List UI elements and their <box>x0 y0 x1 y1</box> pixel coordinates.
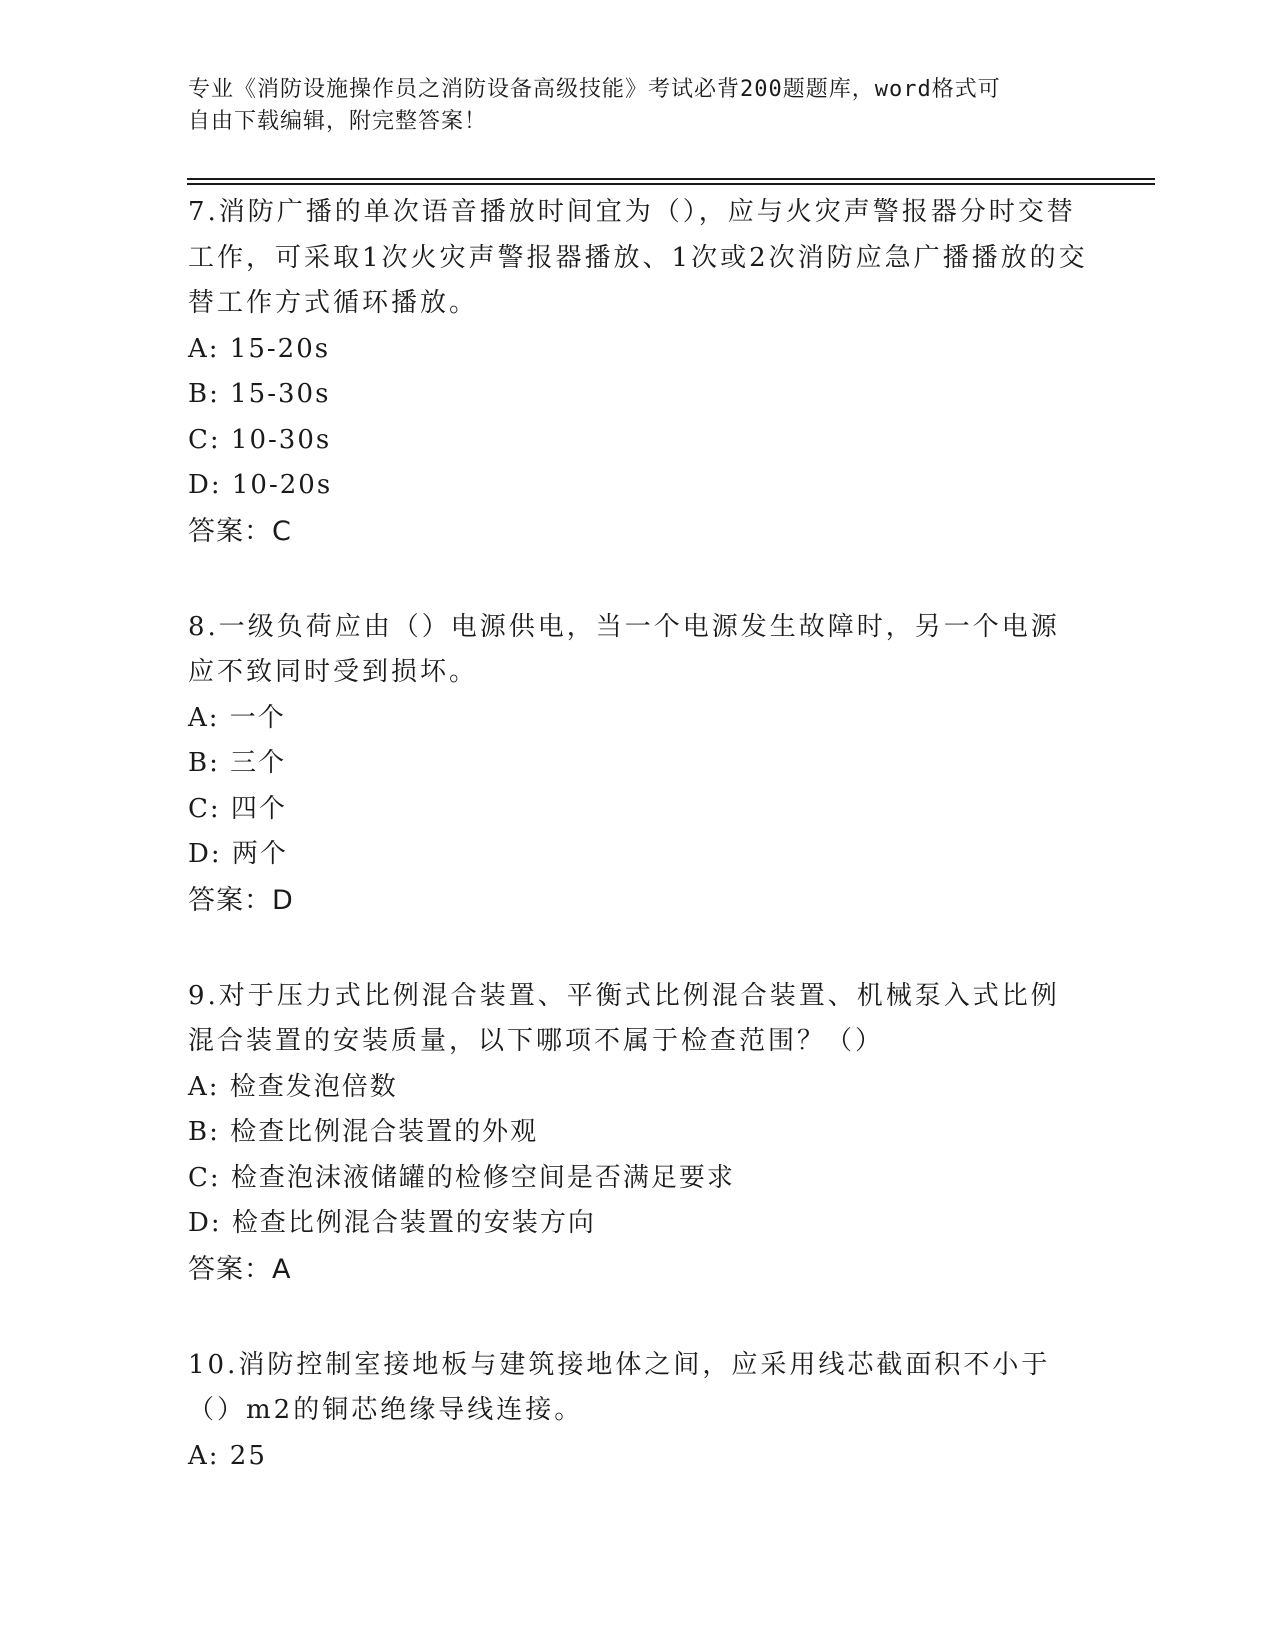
question-10 <box>188 1343 1088 1480</box>
option-b: B: 三个 <box>188 748 287 778</box>
header-line-1: 专业《消防设施操作员之消防设备高级技能》考试必背200题题库，word格式可 <box>188 77 1001 102</box>
option-d: D: 两个 <box>188 839 288 869</box>
header-line-2: 自由下载编辑，附完整答案！ <box>188 109 488 134</box>
option-b: B: 检查比例混合装置的外观 <box>188 1117 539 1147</box>
question-stem: 10.消防控制室接地板与建筑接地体之间，应采用线芯截面积不小于（）m2的铜芯绝缘导线连接。 <box>188 1349 1051 1425</box>
answer: 答案：D <box>188 884 294 916</box>
question-stem: 7.消防广播的单次语音播放时间宜为（），应与火灾声警报器分时交替工作，可采取1次火灾声警报器播放、1次或2次消防应急广播播放的交替工作方式循环播放。 <box>188 197 1088 318</box>
answer: 答案：C <box>188 515 292 547</box>
option-a: A: 25 <box>188 1440 267 1471</box>
question-stem: 9.对于压力式比例混合装置、平衡式比例混合装置、机械泵入式比例混合装置的安装质量，以下哪项不属于检查范围？（） <box>188 980 1060 1056</box>
option-a: A: 15-20s <box>188 333 331 364</box>
option-c: C: 10-30s <box>188 424 332 455</box>
option-c: C: 四个 <box>188 793 287 824</box>
option-d: D: 10-20s <box>188 470 333 500</box>
header-rule-top <box>187 178 1155 180</box>
option-d: D: 检查比例混合装置的安装方向 <box>188 1208 596 1238</box>
header-rule-bottom <box>187 183 1155 185</box>
question-list <box>188 190 1088 1529</box>
question-7 <box>188 190 1088 555</box>
option-c: C: 检查泡沫液储罐的检修空间是否满足要求 <box>188 1162 735 1193</box>
answer: 答案：A <box>188 1253 292 1285</box>
option-a: A: 检查发泡倍数 <box>188 1071 398 1102</box>
question-8 <box>188 605 1088 924</box>
question-9 <box>188 974 1088 1293</box>
option-b: B: 15-30s <box>188 379 331 409</box>
option-a: A: 一个 <box>188 702 286 733</box>
document-header <box>188 74 1088 138</box>
question-stem: 8.一级负荷应由（）电源供电，当一个电源发生故障时，另一个电源应不致同时受到损坏。 <box>188 611 1060 687</box>
